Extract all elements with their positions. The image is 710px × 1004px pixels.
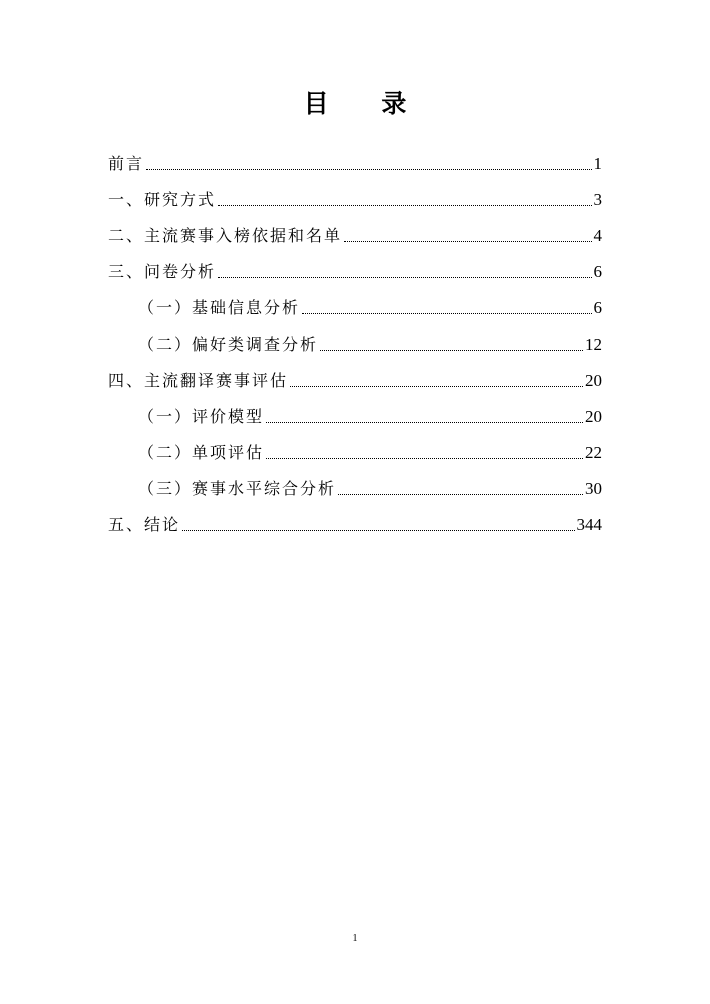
toc-entry-page: 4 — [593, 226, 602, 245]
toc-entry-label: （二）偏好类调查分析 — [138, 335, 319, 354]
toc-entry-page: 30 — [585, 479, 602, 498]
dot-leader — [218, 205, 591, 206]
toc-entry-evaluation-model[interactable] — [138, 403, 602, 427]
dot-leader — [302, 313, 591, 314]
toc-entry-label: 五、结论 — [108, 515, 181, 534]
page-title: 目 录 — [303, 89, 429, 118]
toc-entry-page: 20 — [585, 407, 602, 426]
dot-leader — [218, 277, 591, 278]
dot-leader — [320, 350, 583, 351]
toc-entry-ranking-basis[interactable] — [108, 222, 602, 246]
toc-entry-label: 前言 — [108, 154, 145, 173]
toc-entry-label: 四、主流翻译赛事评估 — [108, 371, 289, 390]
toc-entry-label: （三）赛事水平综合分析 — [138, 479, 337, 498]
toc-entry-page: 3 — [593, 190, 602, 209]
dot-leader — [266, 422, 583, 423]
toc-entry-label: 一、研究方式 — [108, 190, 217, 209]
toc-entry-preference-analysis[interactable] — [138, 331, 602, 355]
dot-leader — [146, 169, 591, 170]
toc-entry-page: 20 — [585, 371, 602, 390]
dot-leader — [338, 494, 583, 495]
toc-entry-page: 344 — [576, 515, 602, 534]
toc-entry-label: 三、问卷分析 — [108, 262, 217, 281]
toc-entry-label: （二）单项评估 — [138, 443, 265, 462]
page-number-footer: 1 — [352, 933, 358, 944]
toc-entry-page: 6 — [593, 298, 602, 317]
dot-leader — [344, 241, 591, 242]
toc-entry-label: （一）评价模型 — [138, 407, 265, 426]
dot-leader — [182, 530, 574, 531]
toc-entry-page: 12 — [585, 335, 602, 354]
toc-entry-comprehensive-analysis[interactable] — [138, 475, 602, 499]
toc-entry-basic-info-analysis[interactable] — [138, 294, 602, 318]
toc-entry-page: 6 — [593, 262, 602, 281]
toc-entry-preface[interactable] — [108, 150, 602, 174]
toc-entry-page: 1 — [593, 154, 602, 173]
dot-leader — [290, 386, 583, 387]
toc-entry-conclusion[interactable] — [108, 511, 602, 535]
toc-entry-label: 二、主流赛事入榜依据和名单 — [108, 226, 343, 245]
toc-entry-questionnaire-analysis[interactable] — [108, 258, 602, 282]
toc-entry-label: （一）基础信息分析 — [138, 298, 301, 317]
toc-entry-page: 22 — [585, 443, 602, 462]
toc-entry-single-item-evaluation[interactable] — [138, 439, 602, 463]
dot-leader — [266, 458, 583, 459]
toc-entry-research-method[interactable] — [108, 186, 602, 210]
toc-entry-contest-evaluation[interactable] — [108, 367, 602, 391]
